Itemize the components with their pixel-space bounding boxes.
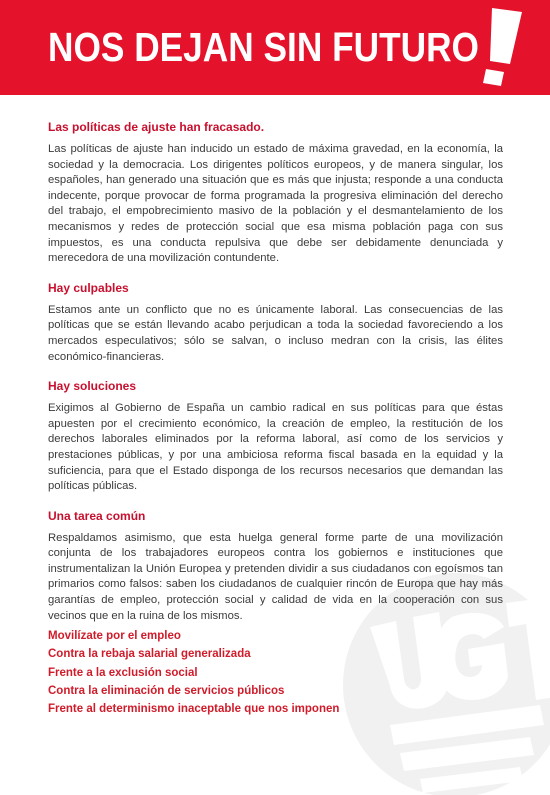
section-body: Exigimos al Gobierno de España un cambio radical en sus políticas para que éstas apuesten por el crecimiento económico, la creación de empleo, la restitución de los derechos laborales eliminados por la reforma laboral, así como de los servicios y prestaciones públicas, y por una ambiciosa reforma fiscal basada en la equidad y la suficiencia, para que el Estado disponga de los recursos necesarios que demandan las políticas públicas. [48,402,503,493]
section-title: Hay culpables [48,280,129,295]
section-body: Las políticas de ajuste han inducido un estado de máxima gravedad, en la economía, la sociedad y la democracia. Los dirigentes políticos europeos, y de manera singular, los españoles, han generado una situación que es más que injusta; responde a una conducta indecente, porque provocar de forma programada la progresiva eliminación del derecho del trabajo, el empobrecimiento masivo de la población y el desmantelamiento de los mecanismos y redes de protección social que esa misma población paga con sus impuestos, es una conducta repulsiva que debe ser debidamente denunciada y merecedora de una movilización contundente. [48,143,503,265]
section-ajuste [48,120,503,267]
exclamation-mark-icon [478,6,524,88]
slogan-item: Frente al determinismo inaceptable que nos imponen [48,703,340,716]
slogan-item: Contra la rebaja salarial generalizada [48,648,251,661]
section-soluciones [48,379,503,495]
page-title: NOS DEJAN SIN FUTURO [48,24,479,70]
section-body: Respaldamos asimismo, que esta huelga general forme parte de una movilización conjunta de los trabajadores europeos contra los gobiernos e instituciones que instrumentalizan la Unión Europea y pretenden dividir a sus ciudadanos con egoísmos tan primarios como falsos: saben los ciudadanos de cualquier rincón de Europa que hay más garantías de empleo, protección social y calidad de vida en la cooperación con sus vecinos que en la ruina de los mismos. [48,531,503,622]
section-tarea-comun [48,509,503,625]
slogan-item: Contra la eliminación de servicios públicos [48,684,285,697]
slogan-item: Frente a la exclusión social [48,666,198,679]
section-body: Estamos ante un conflicto que no es únicamente laboral. Las consecuencias de las políticas que se están llevando acabo perjudican a toda la sociedad favoreciendo a los mercados especulativos; sólo se salvan, o incluso medran con la crisis, las élites económico-financieras. [48,303,503,363]
section-title: Una tarea común [48,508,146,523]
main-content [48,120,503,638]
slogan-item: Movilízate por el empleo [48,630,181,642]
section-title: Hay soluciones [48,379,137,394]
header-banner [0,0,550,95]
section-culpables [48,281,503,365]
slogan-list [48,627,339,718]
section-title: Las políticas de ajuste han fracasado. [48,120,265,134]
